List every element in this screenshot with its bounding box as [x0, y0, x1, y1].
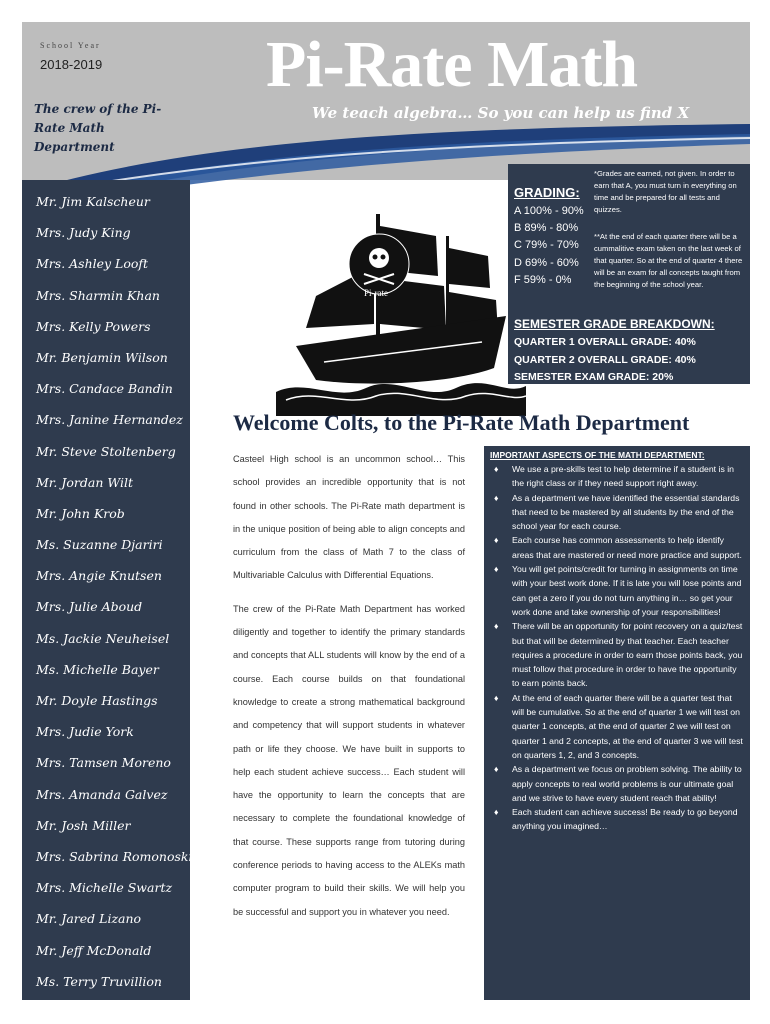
aspect-item [490, 562, 744, 619]
staff-member: Ms. Terry Truvillion [36, 973, 162, 989]
aspect-text: Each student can achieve success! Be ready to go beyond anything you imagined… [512, 807, 738, 832]
diamond-bullet-icon: ♦ [494, 535, 499, 546]
staff-member: Ms. Michelle Bayer [36, 661, 159, 677]
grade-row: B 89% - 80% [514, 222, 579, 235]
aspect-text: We use a pre-skills test to help determine if a student is in the right class or if they need support right away. [512, 464, 734, 489]
diamond-bullet-icon: ♦ [494, 621, 499, 632]
aspect-text: Each course has common assessments to help identify areas that are mastered or need more practice and support. [512, 535, 742, 560]
pirate-ship-illustration [276, 196, 526, 416]
staff-member: Mr. Jordan Wilt [36, 474, 133, 490]
staff-member: Mrs. Sabrina Romonoski [36, 848, 193, 864]
staff-member: Mr. John Krob [36, 505, 125, 521]
aspects-list [490, 462, 744, 834]
aspect-text: As a department we have identified the essential standards that need to be mastered by all students by the end of the school year for each course. [512, 492, 740, 532]
grading-note-earned: *Grades are earned, not given. In order to earn that A, you must turn in everything on time and be prepared for all tests and quizzes. [594, 169, 737, 214]
tagline: We teach algebra… So you can help us find X [312, 104, 690, 122]
staff-member: Mrs. Michelle Swartz [36, 880, 173, 896]
aspect-item [490, 805, 744, 834]
aspects-title: IMPORTANT ASPECTS OF THE MATH DEPARTMENT: [490, 450, 705, 460]
school-year-value: 2018-2019 [40, 57, 103, 72]
staff-member: Mr. Jim Kalscheur [36, 194, 150, 209]
staff-member: Mrs. Tamsen Moreno [36, 755, 171, 771]
semester-item: QUARTER 1 OVERALL GRADE: 40% [514, 336, 696, 348]
staff-member: Ms. Suzanne Djariri [36, 537, 163, 553]
aspect-item [490, 462, 744, 491]
aspect-text: At the end of each quarter there will be a quarter test that will be cumulative. So at the end of quarter 1 we will test on quarter 1 concepts, at the end of quarter 2 we will test on quarter 1 and 2 concepts, at the end of quarter 3 we will test on quarters 1, 2, and 3 concepts. [512, 692, 743, 760]
grade-row: F 59% - 0% [514, 273, 572, 286]
staff-member: Mr. Jeff McDonald [36, 942, 152, 958]
welcome-paragraph: The crew of the Pi-Rate Math Department has worked diligently and together to identify the primary standards and concepts that ALL students will know by the end of a course. Each course builds on that foundational knowledge to create a strong mathematical background and competency that will support students in whatever path or life they choose. We have built in supports to help each student achieve success… Each student will have the opportunity to learn the concepts that are necessary to complete the foundational knowledge of that course. These supports range from tutoring during conference periods to having access to the ALEKs math computer program to build their skills. We will help you be successful and support you in whatever you need. [233, 603, 465, 917]
staff-member: Ms. Jackie Neuheisel [36, 630, 170, 646]
aspect-text: There will be an opportunity for point recovery on a quiz/test but that will be determined by that teacher. Each teacher requires a procedure in order to earn those points back, you must follow that procedure in order to have the opportunity to earn points back. [512, 621, 743, 689]
staff-member: Mrs. Julie Aboud [36, 599, 143, 615]
grade-scale [514, 203, 584, 289]
grade-row: D 69% - 60% [514, 256, 579, 269]
welcome-paragraph: Casteel High school is an uncommon school… This school provides an incredible opportunity that is not found in other schools. The Pi-Rate math department is in the unique position of being able to align concepts and curriculum from the class of Math 7 to the class of Multivariable Calculus with Differential Equations. [233, 454, 465, 581]
welcome-body [233, 448, 465, 934]
staff-member: Mr. Benjamin Wilson [36, 349, 168, 365]
aspect-item [490, 533, 744, 562]
page-title: Pi-Rate Math [266, 28, 638, 101]
aspect-text: As a department we focus on problem solving. The ability to apply concepts to real world problems is our ultimate goal and we strive to have every student reach that ability! [512, 764, 742, 803]
staff-member: Mr. Steve Stoltenberg [36, 443, 176, 459]
grade-row: A 100% - 90% [514, 205, 584, 217]
staff-member: Mr. Jared Lizano [36, 911, 142, 927]
semester-item: SEMESTER EXAM GRADE: 20% [514, 371, 674, 383]
grade-row: C 79% - 70% [514, 239, 579, 252]
staff-member: Mrs. Judie York [36, 724, 134, 740]
staff-member: Mrs. Amanda Galvez [36, 786, 168, 802]
staff-member: Mrs. Sharmin Khan [36, 287, 160, 303]
diamond-bullet-icon: ♦ [494, 692, 499, 703]
school-year-label: School Year [40, 41, 101, 50]
staff-list [36, 193, 192, 1004]
diamond-bullet-icon: ♦ [494, 807, 499, 818]
staff-member: Mrs. Judy King [36, 225, 131, 241]
staff-member: Mrs. Candace Bandin [36, 381, 173, 397]
staff-member: Mrs. Kelly Powers [36, 318, 151, 334]
crew-heading: The crew of the Pi-Rate Math Department [34, 102, 162, 154]
staff-member: Mrs. Ashley Looft [36, 256, 149, 272]
diamond-bullet-icon: ♦ [494, 464, 499, 474]
staff-member: Mr. Doyle Hastings [36, 693, 158, 708]
grading-note-cumulative: **At the end of each quarter there will be a cummalitive exam taken on the last week of that quarter. So at the end of quarter 4 there will be an exam for all concepts taught from the beginning of the school year. [594, 232, 743, 289]
aspect-item [490, 691, 744, 762]
diamond-bullet-icon: ♦ [494, 764, 499, 775]
diamond-bullet-icon: ♦ [494, 492, 499, 503]
welcome-heading: Welcome Colts, to the Pi-Rate Math Department [233, 410, 690, 435]
diamond-bullet-icon: ♦ [494, 564, 499, 575]
staff-member: Mrs. Janine Hernandez [36, 412, 183, 428]
grading-title: GRADING: [514, 185, 580, 200]
semester-breakdown [514, 334, 696, 387]
aspect-text: You will get points/credit for turning in assignments on time with your best work done. If it is late you will lose points and can get a zero if you do not turn anything in… so get your work done and take ownership of your responsibilities! [512, 564, 742, 617]
aspect-item [490, 619, 744, 690]
semester-item: QUARTER 2 OVERALL GRADE: 40% [514, 353, 696, 366]
aspect-item [490, 491, 744, 534]
aspect-item [490, 762, 744, 805]
staff-member: Mr. Josh Miller [36, 817, 131, 833]
ship-logo-text: Pi-rate [364, 288, 388, 298]
staff-member: Mrs. Angie Knutsen [36, 568, 162, 584]
semester-title: SEMESTER GRADE BREAKDOWN: [514, 317, 715, 331]
